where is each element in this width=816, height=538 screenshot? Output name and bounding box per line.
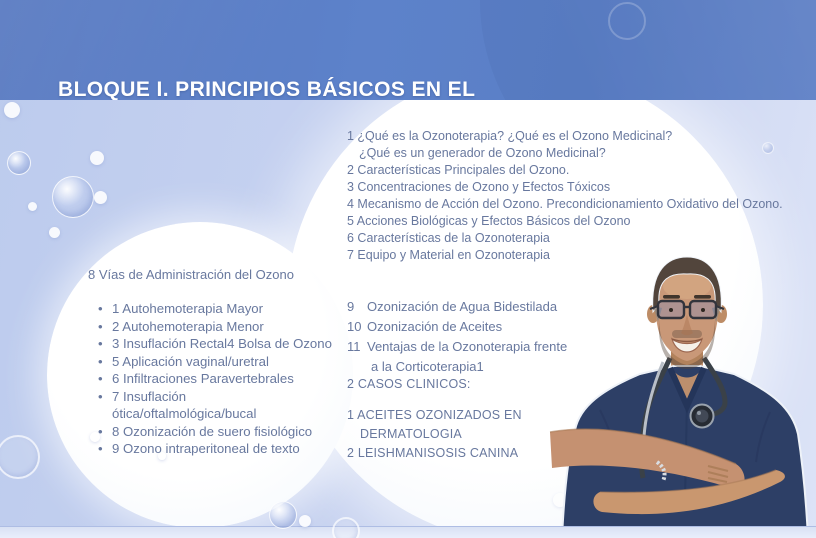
bullet-icon: • — [98, 441, 103, 456]
bubble-icon — [28, 202, 37, 211]
routes-heading: 8 Vías de Administración del Ozono — [88, 267, 294, 282]
case-line: 2 LEISHMANISOSIS CANINA — [347, 446, 519, 460]
list-item: 11 Ventajas de la Ozonoterapia frente a la Corticoterapia1 — [347, 337, 587, 377]
list-item: 9 Ozonización de Agua Bidestilada — [347, 299, 558, 314]
table-edge — [0, 526, 816, 538]
bullet-icon: • — [98, 301, 103, 316]
list-item: • 6 Infiltraciones Paravertebrales — [98, 371, 294, 386]
list-item: • 1 Autohemoterapia Mayor — [98, 301, 264, 316]
two-line-item: Ventajas de la Ozonoterapia frente a la Corticoterapia1 — [367, 339, 568, 374]
slide-title-line-1: BLOQUE I. PRINCIPIOS BÁSICOS EN EL — [58, 78, 476, 100]
main-topics-list — [347, 128, 787, 264]
list-item: • 9 Ozono intraperitoneal de texto — [98, 441, 300, 456]
bubble-icon — [269, 501, 297, 529]
bubble-icon — [332, 517, 360, 538]
bullet-icon: • — [98, 371, 103, 386]
secondary-topics-list — [347, 297, 587, 377]
bubble-icon — [4, 102, 20, 118]
slide-title — [58, 15, 486, 100]
veterinarian-photo — [540, 250, 816, 538]
list-item: • 3 Insuflación Rectal4 Bolsa de Ozono — [98, 336, 332, 351]
bubble-icon — [7, 151, 31, 175]
bubble-icon — [52, 176, 94, 218]
bullet-icon: • — [98, 423, 103, 439]
banner-curve-shape — [480, 0, 816, 100]
two-line-item: 7 Insuflación ótica/oftalmológica/bucal — [112, 388, 257, 421]
bullet-icon: • — [98, 388, 103, 404]
list-item: • 8 Ozonización de suero fisiológico — [98, 423, 313, 439]
list-item: • 2 Autohemoterapia Menor — [98, 318, 264, 334]
case-line: 1 ACEITES OZONIZADOS EN — [347, 408, 522, 422]
list-item: 10 Ozonización de Aceites — [347, 319, 503, 334]
topic-line: 3 Concentraciones de Ozono y Efectos Tóxicos — [347, 180, 611, 194]
bubble-icon — [299, 515, 311, 527]
case-line: DERMATOLOGIA — [360, 427, 462, 441]
face — [647, 257, 727, 369]
topic-line: 7 Equipo y Material en Ozonoterapia — [347, 248, 550, 262]
banner — [0, 0, 816, 100]
clinical-cases-heading: 2 CASOS CLINICOS: — [347, 377, 471, 391]
bubble-icon — [0, 435, 40, 479]
bubble-icon — [608, 2, 646, 40]
topic-line: 2 Características Principales del Ozono. — [347, 163, 570, 177]
list-item — [98, 388, 360, 423]
topic-line: 6 Características de la Ozonoterapia — [347, 231, 550, 245]
topic-line: 1 ¿Qué es la Ozonoterapia? ¿Qué es el Ozono Medicinal? — [347, 129, 673, 143]
topic-line: 5 Acciones Biológicas y Efectos Básicos del Ozono — [347, 214, 631, 228]
clinical-cases-list — [347, 406, 577, 463]
bubble-icon — [49, 227, 60, 238]
topic-line: ¿Qué es un generador de Ozono Medicinal? — [359, 146, 606, 160]
bullet-icon: • — [98, 336, 103, 351]
routes-list — [98, 300, 360, 458]
bubble-icon — [94, 191, 107, 204]
topic-line: 4 Mecanismo de Acción del Ozono. Precondicionamiento Oxidativo del Ozono. — [347, 197, 783, 211]
bullet-icon: • — [98, 318, 103, 334]
list-item: • 5 Aplicación vaginal/uretral — [98, 353, 269, 369]
bullet-icon: • — [98, 353, 103, 369]
bubble-icon — [90, 151, 104, 165]
